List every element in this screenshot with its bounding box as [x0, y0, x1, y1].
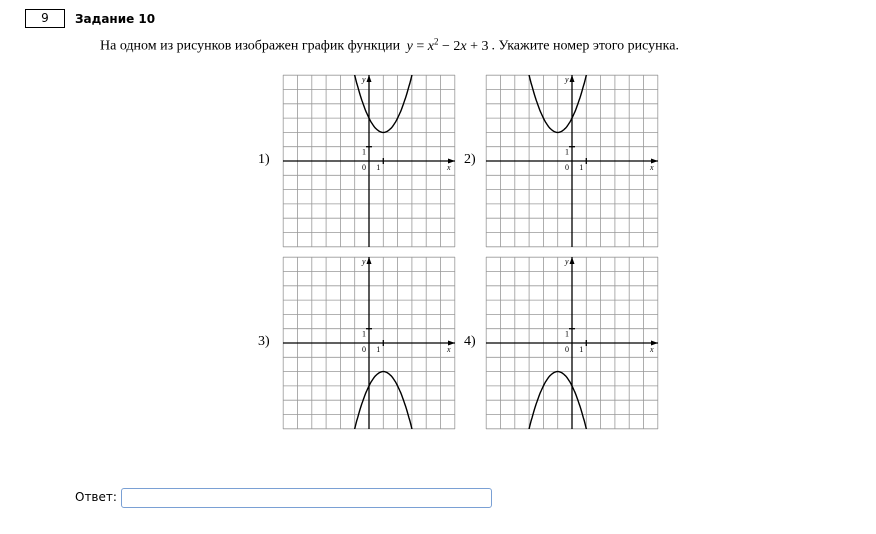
graph-4: [486, 257, 658, 429]
y-unit-label: 1: [565, 147, 569, 157]
x-unit-label: 1: [376, 345, 381, 354]
y-axis-arrow: [570, 75, 575, 82]
graph-label-4: 4): [464, 334, 476, 349]
y-unit-label: 1: [565, 329, 569, 339]
graph-label-1: 1): [258, 152, 270, 167]
x-unit-label: 1: [579, 345, 584, 354]
x-axis-label: x: [650, 163, 654, 172]
origin-label: 0: [565, 345, 569, 354]
graph-label-3: 3): [258, 334, 270, 349]
graph-2: [486, 75, 658, 247]
y-axis-label: y: [362, 75, 366, 84]
statement-text-before: На одном из рисунков изображен график функции: [100, 38, 401, 54]
x-unit-label: 1: [376, 163, 381, 172]
task-number-box: 9: [25, 9, 65, 28]
origin-label: 0: [362, 163, 366, 172]
answer-label: Ответ:: [75, 490, 117, 504]
function-formula: $y = x^2 - 2x + 3$: [406, 36, 489, 54]
task-statement: [100, 36, 679, 55]
y-axis-label: y: [362, 257, 366, 266]
y-axis-arrow: [367, 75, 372, 82]
y-axis-arrow: [367, 257, 372, 264]
answer-input[interactable]: [121, 488, 492, 508]
x-unit-label: 1: [579, 163, 584, 172]
graph-3: [283, 257, 455, 429]
y-unit-label: 1: [362, 329, 366, 339]
y-unit-label: 1: [362, 147, 366, 157]
origin-label: 0: [362, 345, 366, 354]
graph-1: [283, 75, 455, 247]
graph-label-2: 2): [464, 152, 476, 167]
y-axis-label: y: [565, 75, 569, 84]
x-axis-label: x: [650, 345, 654, 354]
y-axis-label: y: [565, 257, 569, 266]
origin-label: 0: [565, 163, 569, 172]
statement-text-after: . Укажите номер этого рисунка.: [491, 38, 679, 54]
x-axis-label: x: [447, 345, 451, 354]
task-title: Задание 10: [75, 12, 156, 26]
y-axis-arrow: [570, 257, 575, 264]
x-axis-label: x: [447, 163, 451, 172]
